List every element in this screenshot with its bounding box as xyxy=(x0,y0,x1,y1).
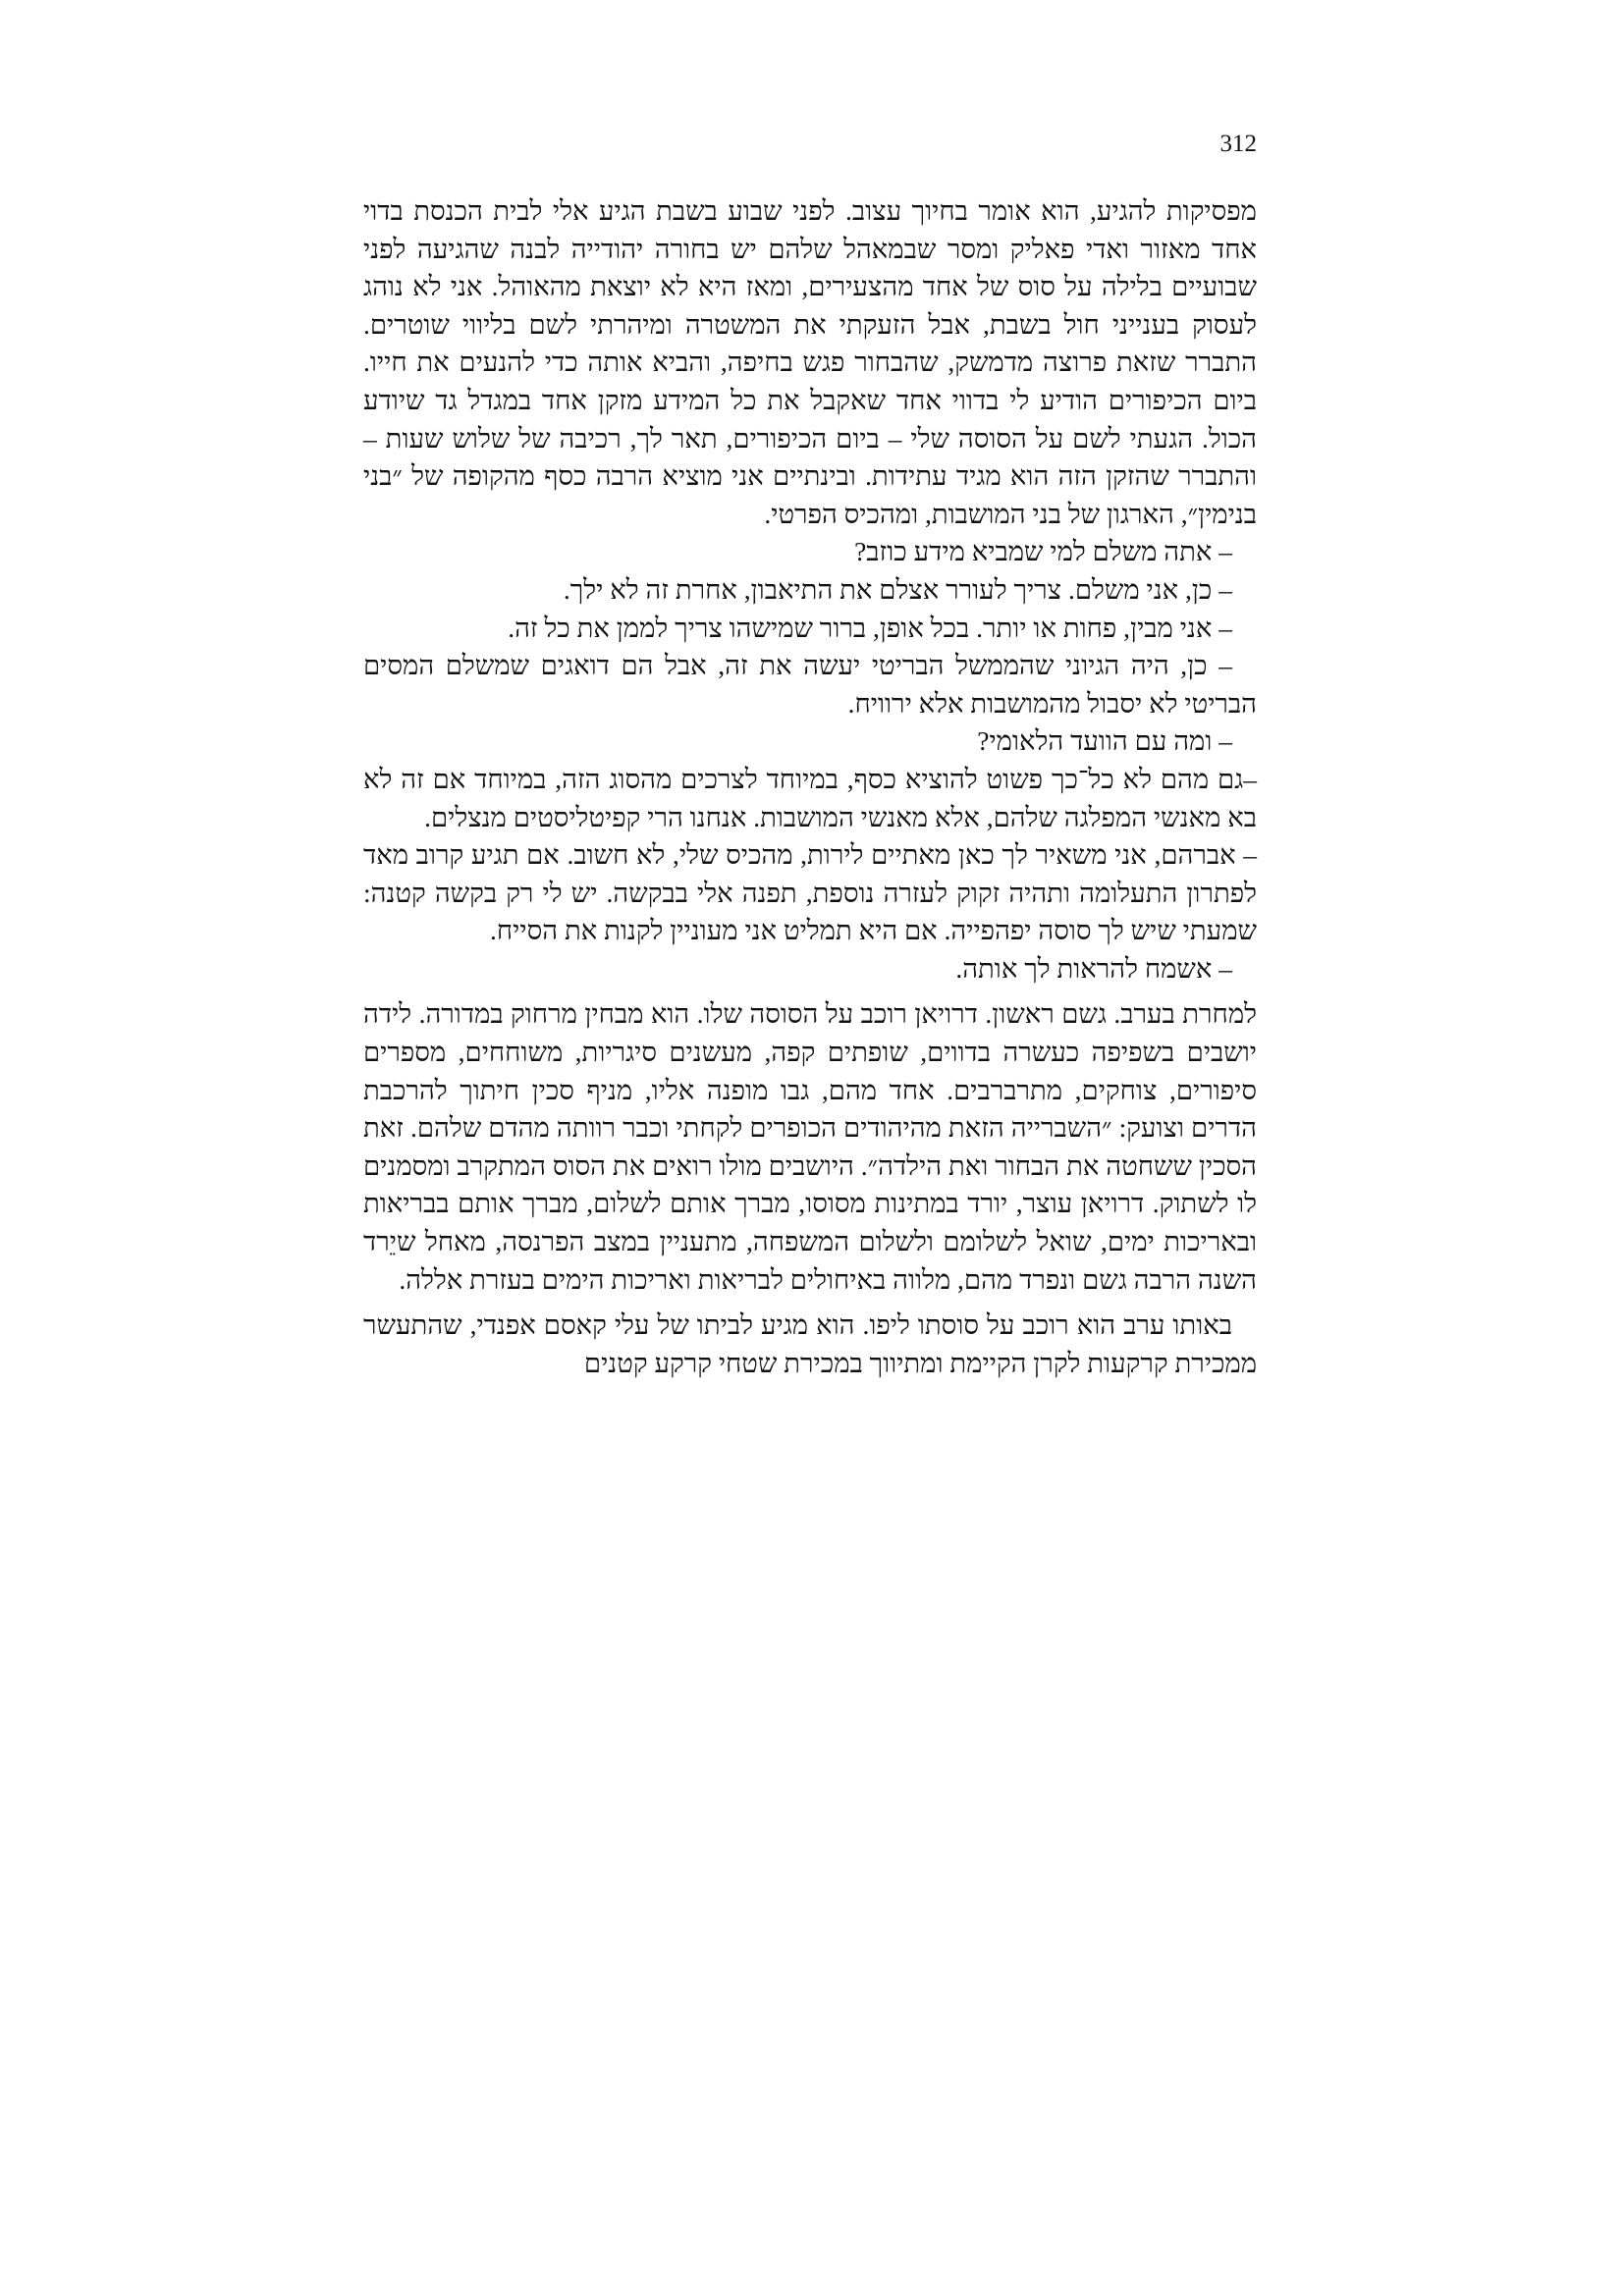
dialog-line: – כן, היה הגיוני שהממשל הבריטי יעשה את זה, אבל הם דואגים שמשלם המסים הבריטי לא יסבול מהמושבות אלא ירוויח. xyxy=(363,650,1257,719)
dialog-line: – אברהם, אני משאיר לך כאן מאתיים לירות, מהכיס שלי, לא חשוב. אם תגיע קרוב מאד לפתרון התעלומה ותהיה זקוק לעזרה נוספת, תפנה אלי בבקשה. יש לי רק בקשה קטנה: שמעתי שיש לך סוסה יפהפייה. אם היא תמליט אני מעוניין לקנות את הסייח. xyxy=(363,839,1257,946)
dialog-line: – אני מבין, פחות או יותר. בכל אופן, ברור שמישהו צריך לממן את כל זה. xyxy=(508,612,1232,643)
body-text xyxy=(363,192,1257,1382)
paragraph-narrative: מפסיקות להגיע, הוא אומר בחיוך עצוב. לפני שבוע בשבת הגיע אלי לבית הכנסת בדוי אחד מאזור ואדי פאליק ומסר שבמאהל שלהם יש בחורה יהודייה לבנה שהגיעה לפני שבועיים בלילה על סוס של אחד מהצעירים, ומאז היא לא יוצאת מהאוהל. אני לא נוהג לעסוק בענייני חול בשבת, אבל הזעקתי את המשטרה ומיהרתי לשם בליווי שוטרים. התברר שזאת פרוצה מדמשק, שהבחור פגש בחיפה, והביא אותה כדי להנעים את חייו. ביום הכיפורים הודיע לי בדווי אחד שאקבל את כל המידע מזקן אחד במגדל גד שיודע הכול. הגעתי לשם על הסוסה שלי – ביום הכיפורים, תאר לך, רכיבה של שלוש שעות – והתברר שהזקן הזה הוא מגיד עתידות. ובינתיים אני מוציא הרבה כסף מהקופה של ״בני בנימין״, הארגון של בני המושבות, ומהכיס הפרטי. xyxy=(363,195,1257,529)
paragraph-narrative: למחרת בערב. גשם ראשון. דרויאן רוכב על הסוסה שלו. הוא מבחין מרחוק במדורה. לידה יושבים בשפיפה כעשרה בדווים, שופתים קפה, מעשנים סיגריות, משוחחים, מספרים סיפורים, צוחקים, מתרברבים. אחד מהם, גבו מופנה אליו, מניף סכין חיתוך להרכבת הדרים וצועק: ״השברייה הזאת מהיהודים הכופרים לקחתי וכבר רוותה מהדם שלהם. זאת הסכין ששחטה את הבחור ואת הילדה״. היושבים מולו רואים את הסוס המתקרב ומסמנים לו לשתוק. דרויאן עוצר, יורד במתינות מסוסו, מברך אותם לשלום, מברך אותם בבריאות ובאריכות ימים, שואל לשלומם ולשלום המשפחה, מתעניין במצב הפרנסה, מאחל שיֵרד השנה הרבה גשם ונפרד מהם, מלווה באיחולים לבריאות ואריכות הימים בעזרת אללה. xyxy=(363,998,1257,1295)
dialog-line: – כן, אני משלם. צריך לעורר אצלם את התיאבון, אחרת זה לא ילך. xyxy=(563,573,1232,605)
dialog-line: – אשמח להראות לך אותה. xyxy=(955,952,1232,984)
dialog-line: – ומה עם הוועד הלאומי? xyxy=(977,725,1232,757)
dialog-line: – אתה משלם למי שמביא מידע כוזב? xyxy=(854,536,1232,567)
page-number: 312 xyxy=(1219,131,1257,157)
paragraph-narrative: באותו ערב הוא רוכב על סוסתו ליפו. הוא מגיע לביתו של עלי קאסם אפנדי, שהתעשר ממכירת קרקעות לקרן הקיימת ומתיווך במכירת שטחי קרקע קטנים xyxy=(363,1309,1257,1378)
dialog-line: –גם מהם לא כל־כך פשוט להוציא כסף, במיוחד לצרכים מהסוג הזה, במיוחד אם זה לא בא מאנשי המפלגה שלהם, אלא מאנשי המושבות. אנחנו הרי קפיטליסטים מנצלים. xyxy=(363,763,1257,832)
